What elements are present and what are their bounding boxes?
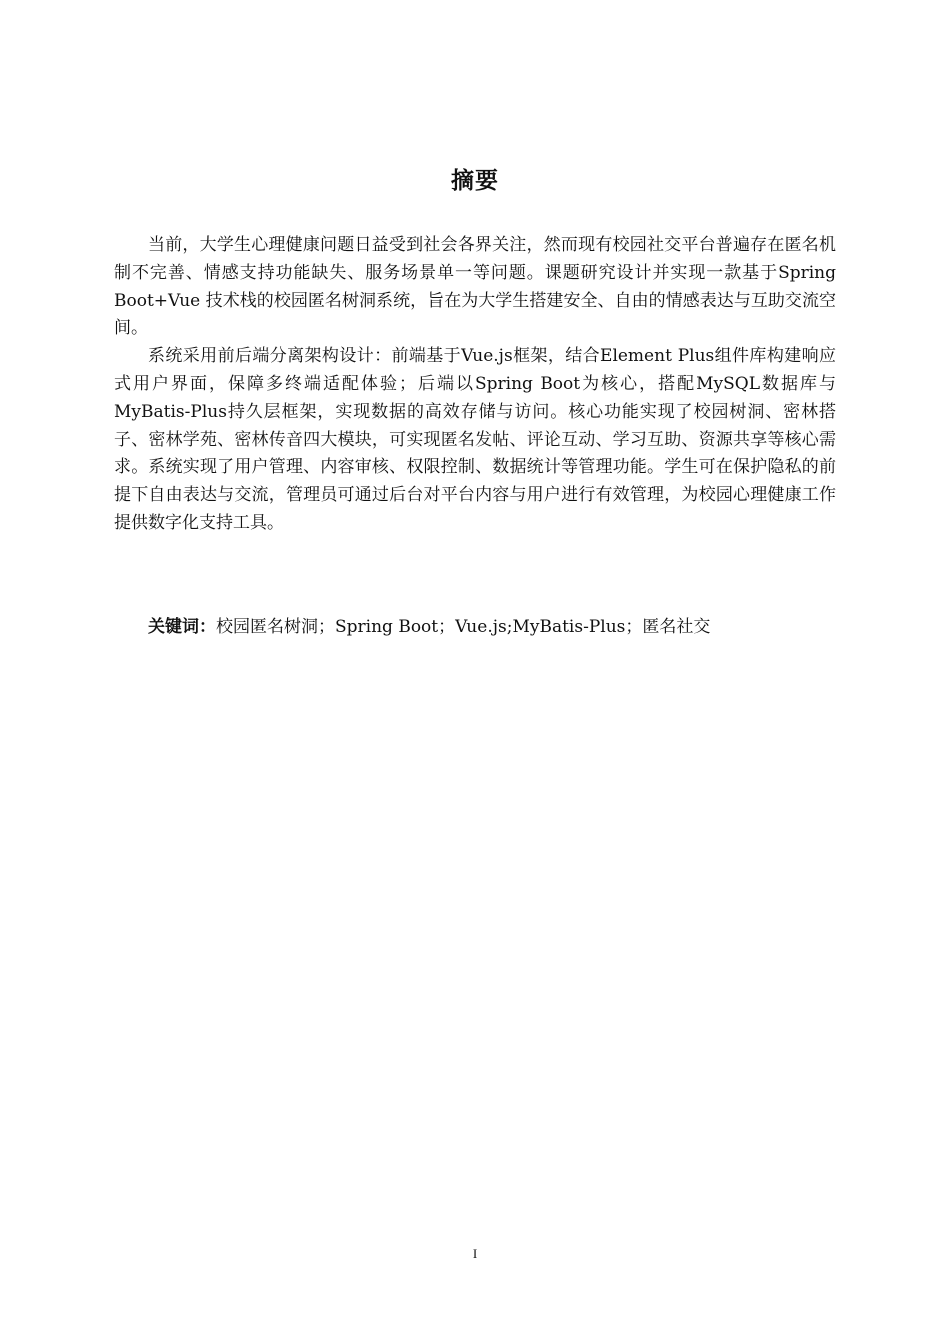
keywords-text: 校园匿名树洞；Spring Boot；Vue.js;MyBatis-Plus；匿名社交 — [216, 617, 711, 637]
keywords-line — [148, 613, 848, 641]
keywords-label: 关键词： — [148, 617, 216, 637]
abstract-body — [114, 232, 836, 538]
abstract-title: 摘要 — [451, 168, 499, 194]
abstract-paragraph-1: 当前，大学生心理健康问题日益受到社会各界关注，然而现有校园社交平台普遍存在匿名机制不完善、情感支持功能缺失、服务场景单一等问题。课题研究设计并实现一款基于Spring Boot+Vue 技术栈的校园匿名树洞系统，旨在为大学生搭建安全、自由的情感表达与互助交流空间。 — [114, 235, 836, 339]
abstract-paragraph-2: 系统采用前后端分离架构设计：前端基于Vue.js框架，结合Element Plus组件库构建响应式用户界面，保障多终端适配体验；后端以Spring Boot为核心，搭配MySQL数据库与MyBatis-Plus持久层框架，实现数据的高效存储与访问。核心功能实现了校园树洞、密林搭子、密林学苑、密林传音四大模块，可实现匿名发帖、评论互动、学习互助、资源共享等核心需求。系统实现了用户管理、内容审核、权限控制、数据统计等管理功能。学生可在保护隐私的前提下自由表达与交流，管理员可通过后台对平台内容与用户进行有效管理，为校园心理健康工作提供数字化支持工具。 — [114, 346, 836, 533]
page-number: I — [472, 1246, 478, 1261]
